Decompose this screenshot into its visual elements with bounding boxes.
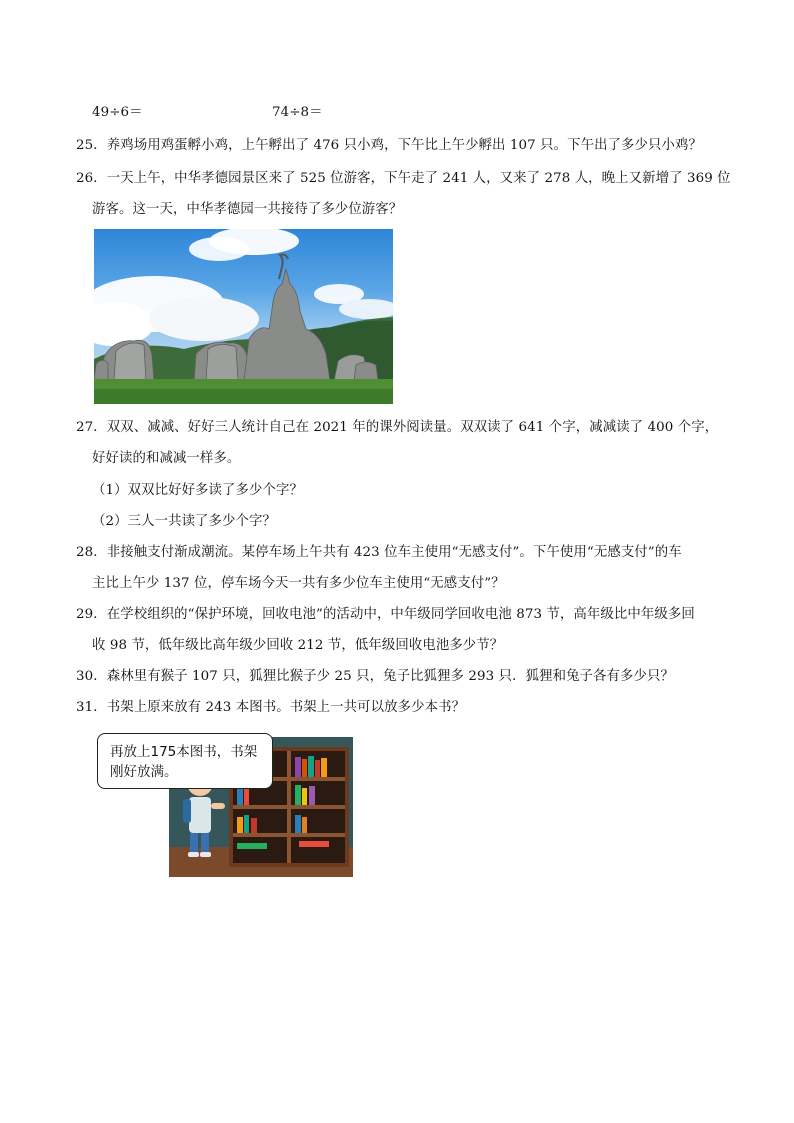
speech-bubble: 再放上175本图书，书架刚好放满。 xyxy=(97,733,273,789)
calc-1: 49÷6＝ xyxy=(92,105,143,120)
question-28-line-2: 主比上午少 137 位，停车场今天一共有多少位车主使用“无感支付”？ xyxy=(92,576,505,591)
statue-park-photo xyxy=(94,229,393,404)
question-27-sub-2: （2）三人一共读了多少个字？ xyxy=(92,514,276,529)
calc-2: 74÷8＝ xyxy=(272,105,323,120)
question-27-line-1: 27．双双、减减、好好三人统计自己在 2021 年的课外阅读量。双双读了 641 个字，减减读了 400 个字， xyxy=(76,420,719,435)
question-27-sub-1: （1）双双比好好多读了多少个字？ xyxy=(92,483,303,498)
question-29-line-1: 29．在学校组织的“保护环境，回收电池”的活动中，中年级同学回收电池 873 节，高年级比中年级多回 xyxy=(76,607,695,622)
question-25: 25．养鸡场用鸡蛋孵小鸡，上午孵出了 476 只小鸡，下午比上午少孵出 107 只。下午出了多少只小鸡？ xyxy=(76,138,703,153)
question-30: 30．森林里有猴子 107 只，狐狸比猴子少 25 只，兔子比狐狸多 293 只．狐狸和兔子各有多少只？ xyxy=(76,669,674,684)
question-26-line-2: 游客。这一天，中华孝德园一共接待了多少位游客？ xyxy=(92,202,403,217)
question-29-line-2: 收 98 节，低年级比高年级少回收 212 节，低年级回收电池多少节？ xyxy=(92,638,504,653)
question-26-line-1: 26．一天上午，中华孝德园景区来了 525 位游客，下午走了 241 人，又来了 278 人，晚上又新增了 369 位 xyxy=(76,171,731,186)
question-28-line-1: 28．非接触支付渐成潮流。某停车场上午共有 423 位车主使用“无感支付”。下午使用“无感支付”的车 xyxy=(76,545,682,560)
question-31: 31．书架上原来放有 243 本图书。书架上一共可以放多少本书？ xyxy=(76,700,466,715)
question-27-line-2: 好好读的和减减一样多。 xyxy=(92,451,241,466)
